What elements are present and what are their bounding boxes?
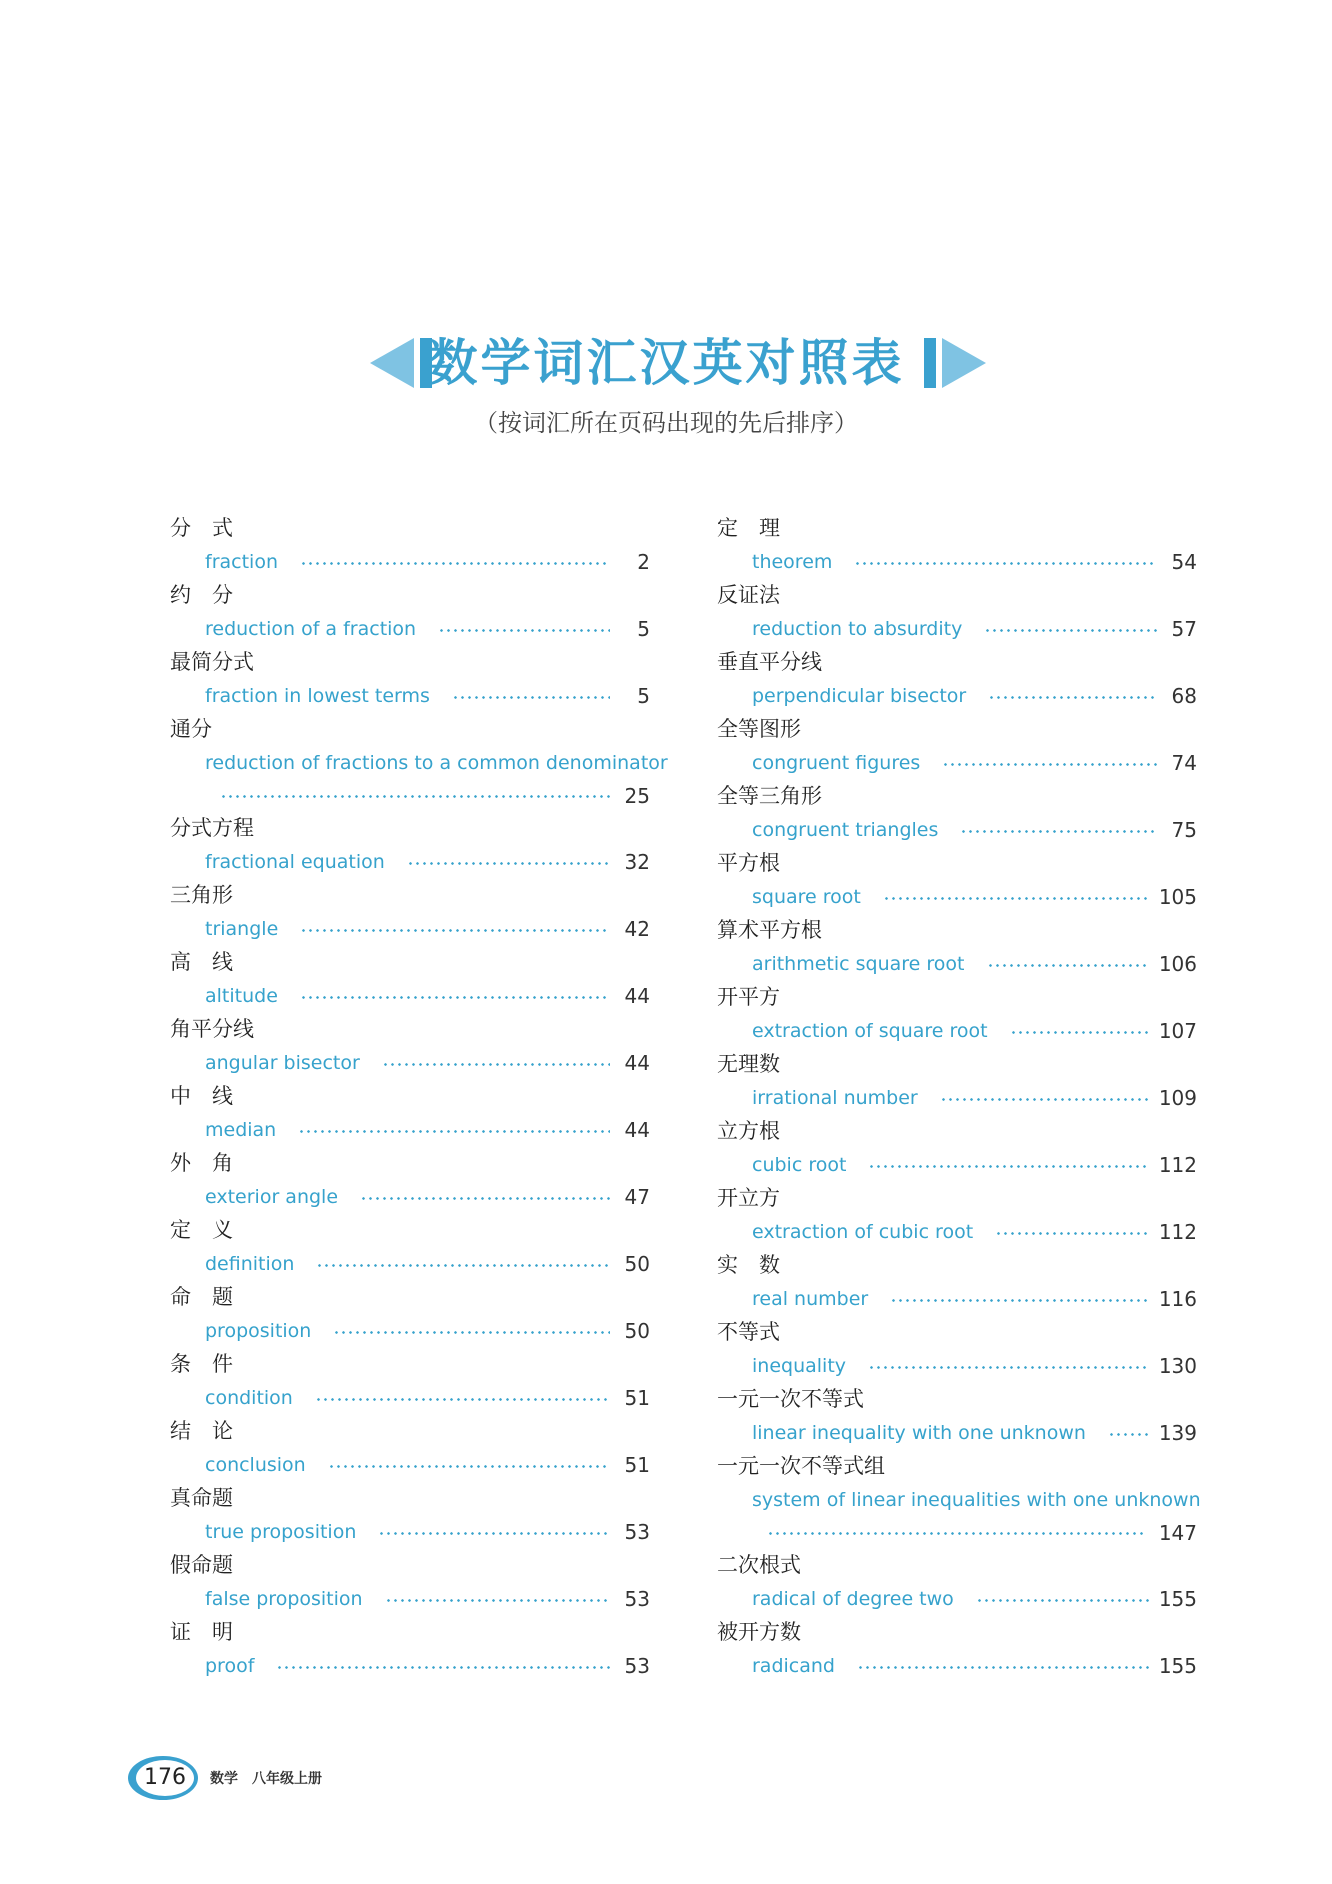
english-term-row (717, 545, 1197, 579)
vocabulary-entry (717, 1115, 1197, 1182)
vocabulary-entry (170, 1482, 650, 1549)
vocabulary-entry (717, 847, 1197, 914)
page-reference: 44 (624, 984, 650, 1008)
english-term-row (717, 813, 1197, 847)
english-term-row (170, 1515, 650, 1549)
vocabulary-entry (717, 1316, 1197, 1383)
vocabulary-entry (717, 914, 1197, 981)
chinese-term: 平方根 (717, 851, 780, 875)
vocabulary-entry (170, 1549, 650, 1616)
english-term-row (717, 1282, 1197, 1316)
chinese-term: 假命题 (170, 1553, 233, 1577)
chinese-term: 高 线 (170, 950, 233, 974)
english-term: theorem (752, 551, 833, 573)
dot-leader (857, 1666, 1149, 1669)
page-reference: 44 (624, 1051, 650, 1075)
vocabulary-entry (717, 981, 1197, 1048)
page-reference: 116 (1158, 1287, 1197, 1311)
vocabulary-column-left (170, 512, 668, 1683)
page-reference: 155 (1158, 1587, 1197, 1611)
dot-leader (854, 562, 1157, 565)
english-term-row (717, 947, 1197, 981)
page-reference: 2 (637, 550, 650, 574)
dot-leader (298, 1130, 610, 1133)
english-term: real number (752, 1288, 869, 1310)
chinese-term: 立方根 (717, 1119, 780, 1143)
page-reference: 57 (1171, 617, 1197, 641)
page-reference: 53 (624, 1520, 650, 1544)
vocabulary-entry (170, 946, 650, 1013)
page-reference: 54 (1171, 550, 1197, 574)
english-term-row (717, 1416, 1197, 1450)
dot-leader (333, 1331, 610, 1334)
english-term-row (170, 1113, 650, 1147)
english-term: false proposition (205, 1588, 363, 1610)
dot-leader (883, 897, 1149, 900)
dot-leader (300, 562, 610, 565)
page-number: 176 (136, 1760, 194, 1796)
page-reference: 50 (624, 1252, 650, 1276)
chinese-term: 开立方 (717, 1186, 780, 1210)
chinese-term: 中 线 (170, 1084, 233, 1108)
title-banner (0, 328, 1332, 398)
english-term-row (170, 979, 650, 1013)
english-term: triangle (205, 918, 279, 940)
footer-book-title: 数学 八年级上册 (210, 1771, 322, 1787)
chinese-term: 三角形 (170, 883, 233, 907)
english-term: fraction in lowest terms (205, 685, 430, 707)
vocabulary-entry (170, 713, 668, 812)
page-reference: 107 (1158, 1019, 1197, 1043)
dot-leader (382, 1063, 610, 1066)
english-term-row (717, 1649, 1197, 1683)
page-reference: 105 (1158, 885, 1197, 909)
vocabulary-entry (717, 780, 1197, 847)
english-term: cubic root (752, 1154, 847, 1176)
page-reference: 51 (624, 1386, 650, 1410)
english-term-row (170, 912, 650, 946)
dot-leader (378, 1532, 610, 1535)
dot-leader (868, 1366, 1149, 1369)
english-term: system of linear inequalities with one unknown (752, 1489, 1201, 1511)
english-term: linear inequality with one unknown (752, 1422, 1086, 1444)
vocabulary-entry (170, 879, 650, 946)
english-term-row (717, 1148, 1197, 1182)
page-reference: 5 (637, 617, 650, 641)
page-reference: 68 (1171, 684, 1197, 708)
chinese-term: 结 论 (170, 1419, 233, 1443)
page-number-badge (128, 1756, 198, 1800)
english-term-row (170, 1582, 650, 1616)
chinese-term: 条 件 (170, 1352, 233, 1376)
chinese-term: 证 明 (170, 1620, 233, 1644)
dot-leader (984, 629, 1157, 632)
dot-leader (890, 1299, 1149, 1302)
dot-leader (360, 1197, 610, 1200)
english-term: proposition (205, 1320, 312, 1342)
page-reference: 53 (624, 1654, 650, 1678)
english-term-row (170, 746, 668, 780)
english-term: inequality (752, 1355, 847, 1377)
english-term-row (170, 1649, 650, 1683)
chinese-term: 通分 (170, 717, 212, 741)
english-term: reduction of fractions to a common denominator (205, 752, 668, 774)
english-term-row (717, 679, 1197, 713)
page-reference: 32 (624, 850, 650, 874)
chinese-term: 垂直平分线 (717, 650, 822, 674)
english-term: congruent figures (752, 752, 921, 774)
chinese-term: 无理数 (717, 1052, 780, 1076)
dot-leader (868, 1165, 1148, 1168)
english-term: radical of degree two (752, 1588, 954, 1610)
english-term: proof (205, 1655, 255, 1677)
chinese-term: 分 式 (170, 516, 233, 540)
page-reference: 42 (624, 917, 650, 941)
dot-leader (940, 1098, 1149, 1101)
chinese-term: 一元一次不等式 (717, 1387, 864, 1411)
chinese-term: 约 分 (170, 583, 233, 607)
english-term: fraction (205, 551, 278, 573)
vocabulary-entry (170, 579, 650, 646)
chinese-term: 分式方程 (170, 816, 254, 840)
page-title: 数学词汇汉英对照表 (427, 333, 905, 392)
dot-leader (438, 629, 610, 632)
english-term-row (170, 1247, 650, 1281)
dot-leader (328, 1465, 610, 1468)
chinese-term: 算术平方根 (717, 918, 822, 942)
right-arrow-icon (922, 336, 986, 390)
vocabulary-entry (170, 1348, 650, 1415)
english-term-row (170, 679, 650, 713)
page-reference: 147 (1158, 1521, 1197, 1545)
chinese-term: 不等式 (717, 1320, 780, 1344)
page-reference: 74 (1171, 751, 1197, 775)
chinese-term: 一元一次不等式组 (717, 1454, 885, 1478)
english-term-row (170, 1314, 650, 1348)
vocabulary-entry (717, 579, 1197, 646)
vocabulary-entry (170, 812, 650, 879)
dot-leader (995, 1232, 1149, 1235)
english-term: perpendicular bisector (752, 685, 967, 707)
page-reference: 53 (624, 1587, 650, 1611)
dot-leader (220, 795, 613, 798)
page-reference: 109 (1158, 1086, 1197, 1110)
chinese-term: 反证法 (717, 583, 780, 607)
chinese-term: 真命题 (170, 1486, 233, 1510)
english-term: irrational number (752, 1087, 918, 1109)
english-term: exterior angle (205, 1186, 339, 1208)
english-term-row (717, 1081, 1197, 1115)
dot-leader (300, 996, 610, 999)
dot-leader (1108, 1433, 1149, 1436)
vocabulary-entry (170, 1147, 650, 1214)
vocabulary-entry (717, 646, 1197, 713)
page-reference: 130 (1158, 1354, 1197, 1378)
chinese-term: 外 角 (170, 1151, 233, 1175)
chinese-term: 定 理 (717, 516, 780, 540)
page-reference: 139 (1158, 1421, 1197, 1445)
english-term-continuation (717, 1517, 1197, 1549)
chinese-term: 定 义 (170, 1218, 233, 1242)
english-term: congruent triangles (752, 819, 939, 841)
english-term: radicand (752, 1655, 835, 1677)
page-reference: 75 (1171, 818, 1197, 842)
english-term-row (170, 612, 650, 646)
english-term: arithmetic square root (752, 953, 965, 975)
dot-leader (987, 964, 1149, 967)
vocabulary-entry (717, 1249, 1197, 1316)
english-term-continuation (170, 780, 650, 812)
dot-leader (1010, 1031, 1149, 1034)
dot-leader (976, 1599, 1149, 1602)
vocabulary-entry (170, 512, 650, 579)
english-term: angular bisector (205, 1052, 360, 1074)
vocabulary-column-right (717, 512, 1201, 1683)
dot-leader (942, 763, 1157, 766)
dot-leader (315, 1398, 610, 1401)
page-reference: 25 (624, 784, 650, 808)
vocabulary-entry (717, 1450, 1201, 1549)
english-term: definition (205, 1253, 295, 1275)
page-subtitle: （按词汇所在页码出现的先后排序） (474, 409, 858, 437)
english-term: extraction of cubic root (752, 1221, 974, 1243)
vocabulary-entry (170, 1214, 650, 1281)
vocabulary-entry (717, 1616, 1197, 1683)
vocabulary-entry (170, 646, 650, 713)
english-term: square root (752, 886, 861, 908)
dot-leader (316, 1264, 610, 1267)
english-term-row (717, 1349, 1197, 1383)
english-term-row (170, 845, 650, 879)
chinese-term: 角平分线 (170, 1017, 254, 1041)
vocabulary-entry (717, 1182, 1197, 1249)
vocabulary-entry (170, 1281, 650, 1348)
vocabulary-entry (717, 512, 1197, 579)
english-term: fractional equation (205, 851, 385, 873)
page-reference: 5 (637, 684, 650, 708)
english-term-row (170, 1448, 650, 1482)
page-reference: 155 (1158, 1654, 1197, 1678)
vocabulary-entry (717, 713, 1197, 780)
chinese-term: 开平方 (717, 985, 780, 1009)
page-reference: 44 (624, 1118, 650, 1142)
page-reference: 112 (1158, 1220, 1197, 1244)
english-term: condition (205, 1387, 293, 1409)
dot-leader (988, 696, 1157, 699)
english-term-row (717, 746, 1197, 780)
english-term: reduction of a fraction (205, 618, 417, 640)
dot-leader (276, 1666, 610, 1669)
dot-leader (407, 862, 610, 865)
english-term-row (170, 1046, 650, 1080)
dot-leader (385, 1599, 610, 1602)
english-term-row (717, 612, 1197, 646)
vocabulary-entry (170, 1013, 650, 1080)
english-term-row (170, 1381, 650, 1415)
chinese-term: 最简分式 (170, 650, 254, 674)
chinese-term: 命 题 (170, 1285, 233, 1309)
dot-leader (452, 696, 610, 699)
english-term: true proposition (205, 1521, 357, 1543)
chinese-term: 实 数 (717, 1253, 780, 1277)
english-term: reduction to absurdity (752, 618, 963, 640)
english-term: altitude (205, 985, 278, 1007)
english-term-row (717, 1014, 1197, 1048)
english-term-row (717, 1582, 1197, 1616)
dot-leader (767, 1532, 1147, 1535)
page-reference: 50 (624, 1319, 650, 1343)
vocabulary-entry (170, 1080, 650, 1147)
chinese-term: 二次根式 (717, 1553, 801, 1577)
english-term: median (205, 1119, 277, 1141)
vocabulary-entry (717, 1549, 1197, 1616)
english-term: conclusion (205, 1454, 306, 1476)
english-term-row (170, 545, 650, 579)
page-reference: 106 (1158, 952, 1197, 976)
dot-leader (960, 830, 1157, 833)
page-reference: 51 (624, 1453, 650, 1477)
dot-leader (300, 929, 610, 932)
english-term-row (717, 1483, 1201, 1517)
vocabulary-entry (717, 1048, 1197, 1115)
chinese-term: 被开方数 (717, 1620, 801, 1644)
page-reference: 47 (624, 1185, 650, 1209)
english-term: extraction of square root (752, 1020, 988, 1042)
vocabulary-entry (170, 1415, 650, 1482)
english-term-row (717, 1215, 1197, 1249)
vocabulary-entry (170, 1616, 650, 1683)
english-term-row (170, 1180, 650, 1214)
chinese-term: 全等图形 (717, 717, 801, 741)
chinese-term: 全等三角形 (717, 784, 822, 808)
page-reference: 112 (1158, 1153, 1197, 1177)
vocabulary-entry (717, 1383, 1197, 1450)
english-term-row (717, 880, 1197, 914)
